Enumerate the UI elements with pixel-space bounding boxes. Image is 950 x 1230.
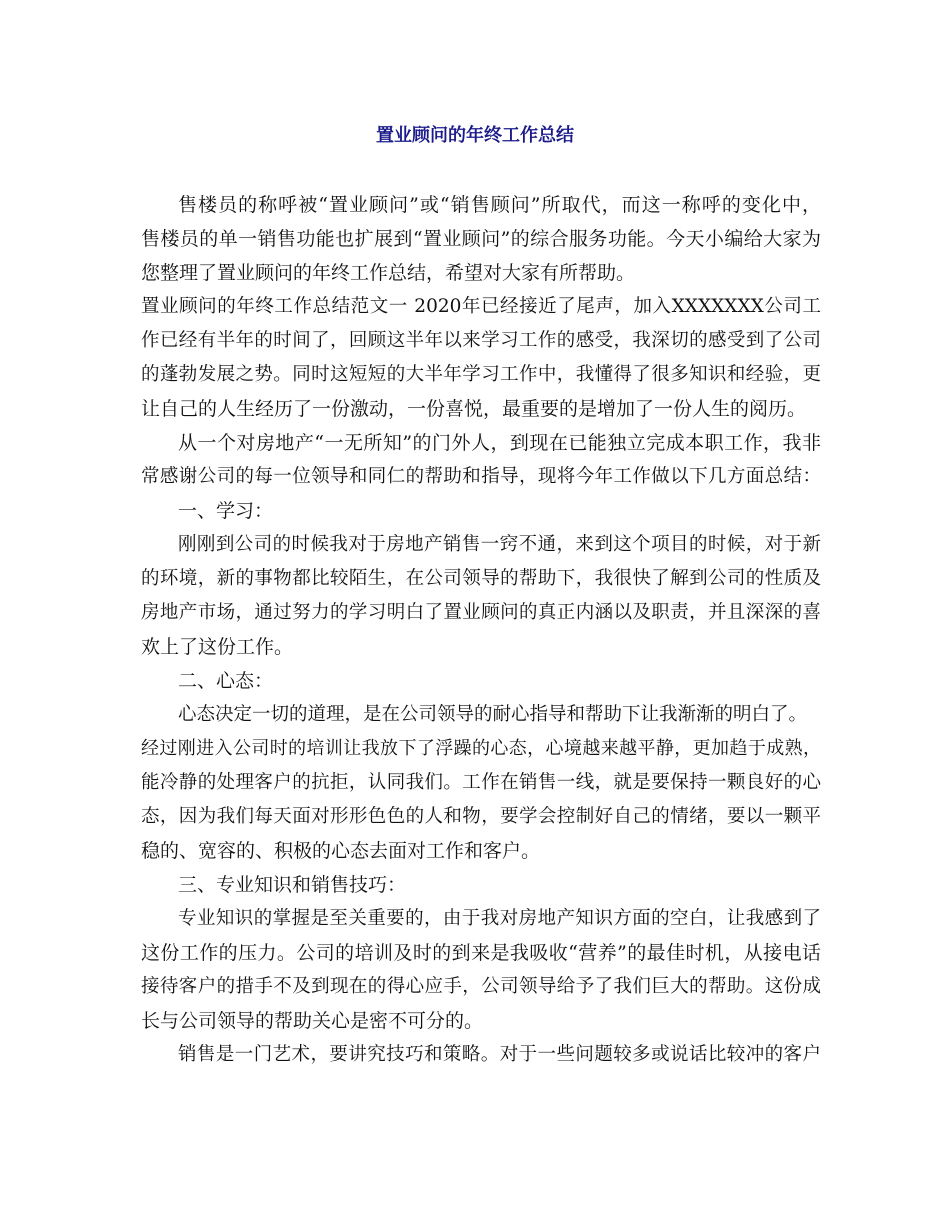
- document-line: 接待客户的措手不及到现在的得心应手，公司领导给予了我们巨大的帮助。这份成: [141, 976, 821, 997]
- document-line: 售楼员的单一销售功能也扩展到“置业顾问”的综合服务功能。今天小编给大家为: [141, 228, 821, 250]
- document-line: 欢上了这份工作。: [141, 636, 294, 658]
- document-line: 专业知识的掌握是至关重要的，由于我对房地产知识方面的空白，让我感到了: [178, 908, 821, 929]
- document-line: 能冷静的处理客户的抗拒，认同我们。工作在销售一线，就是要保持一颗良好的心: [141, 772, 821, 793]
- document-title: 置业顾问的年终工作总结: [376, 125, 574, 146]
- document-line: 房地产市场，通过努力的学习明白了置业顾问的真正内涵以及职责，并且深深的喜: [141, 602, 821, 623]
- document-line: 三、专业知识和销售技巧：: [178, 874, 407, 896]
- document-line: 经过刚进入公司时的培训让我放下了浮躁的心态，心境越来越平静，更加趋于成熟，: [141, 738, 821, 759]
- document-line: 这份工作的压力。公司的培训及时的到来是我吸收“营养”的最佳时机，从接电话: [141, 942, 821, 964]
- document-line: 刚刚到公司的时候我对于房地产销售一窍不通，来到这个项目的时候，对于新: [178, 534, 821, 555]
- document-line: 作已经有半年的时间了，回顾这半年以来学习工作的感受，我深切的感受到了公司: [141, 330, 821, 351]
- document-line: 常感谢公司的每一位领导和同仁的帮助和指导，现将今年工作做以下几方面总结：: [141, 466, 821, 487]
- document-line: 二、心态：: [178, 670, 274, 692]
- document-line: 一、学习：: [178, 500, 274, 522]
- document-line: 心态决定一切的道理，是在公司领导的耐心指导和帮助下让我渐渐的明白了。: [178, 704, 808, 725]
- document-line: 让自己的人生经历了一份激动，一份喜悦，最重要的是增加了一份人生的阅历。: [141, 398, 807, 420]
- document-line: 的蓬勃发展之势。同时这短短的大半年学习工作中，我懂得了很多知识和经验，更: [141, 364, 821, 385]
- document-line: 稳的、宽容的、积极的心态去面对工作和客户。: [141, 840, 541, 862]
- document-line: 长与公司领导的帮助关心是密不可分的。: [141, 1010, 484, 1032]
- document-line: 销售是一门艺术，要讲究技巧和策略。对于一些问题较多或说话比较冲的客户: [178, 1044, 821, 1065]
- document-line: 您整理了置业顾问的年终工作总结，希望对大家有所帮助。: [141, 262, 636, 284]
- document-line: 置业顾问的年终工作总结范文一 2020年已经接近了尾声，加入XXXXXXX公司工: [141, 296, 821, 317]
- document-line: 态，因为我们每天面对形形色色的人和物，要学会控制好自己的情绪，要以一颗平: [141, 806, 821, 827]
- document-line: 售楼员的称呼被“置业顾问”或“销售顾问”所取代，而这一称呼的变化中，: [178, 194, 821, 216]
- document-line: 从一个对房地产“一无所知”的门外人，到现在已能独立完成本职工作，我非: [178, 432, 821, 454]
- document-body: [141, 188, 821, 1072]
- document-line: 的环境，新的事物都比较陌生，在公司领导的帮助下，我很快了解到公司的性质及: [141, 568, 821, 589]
